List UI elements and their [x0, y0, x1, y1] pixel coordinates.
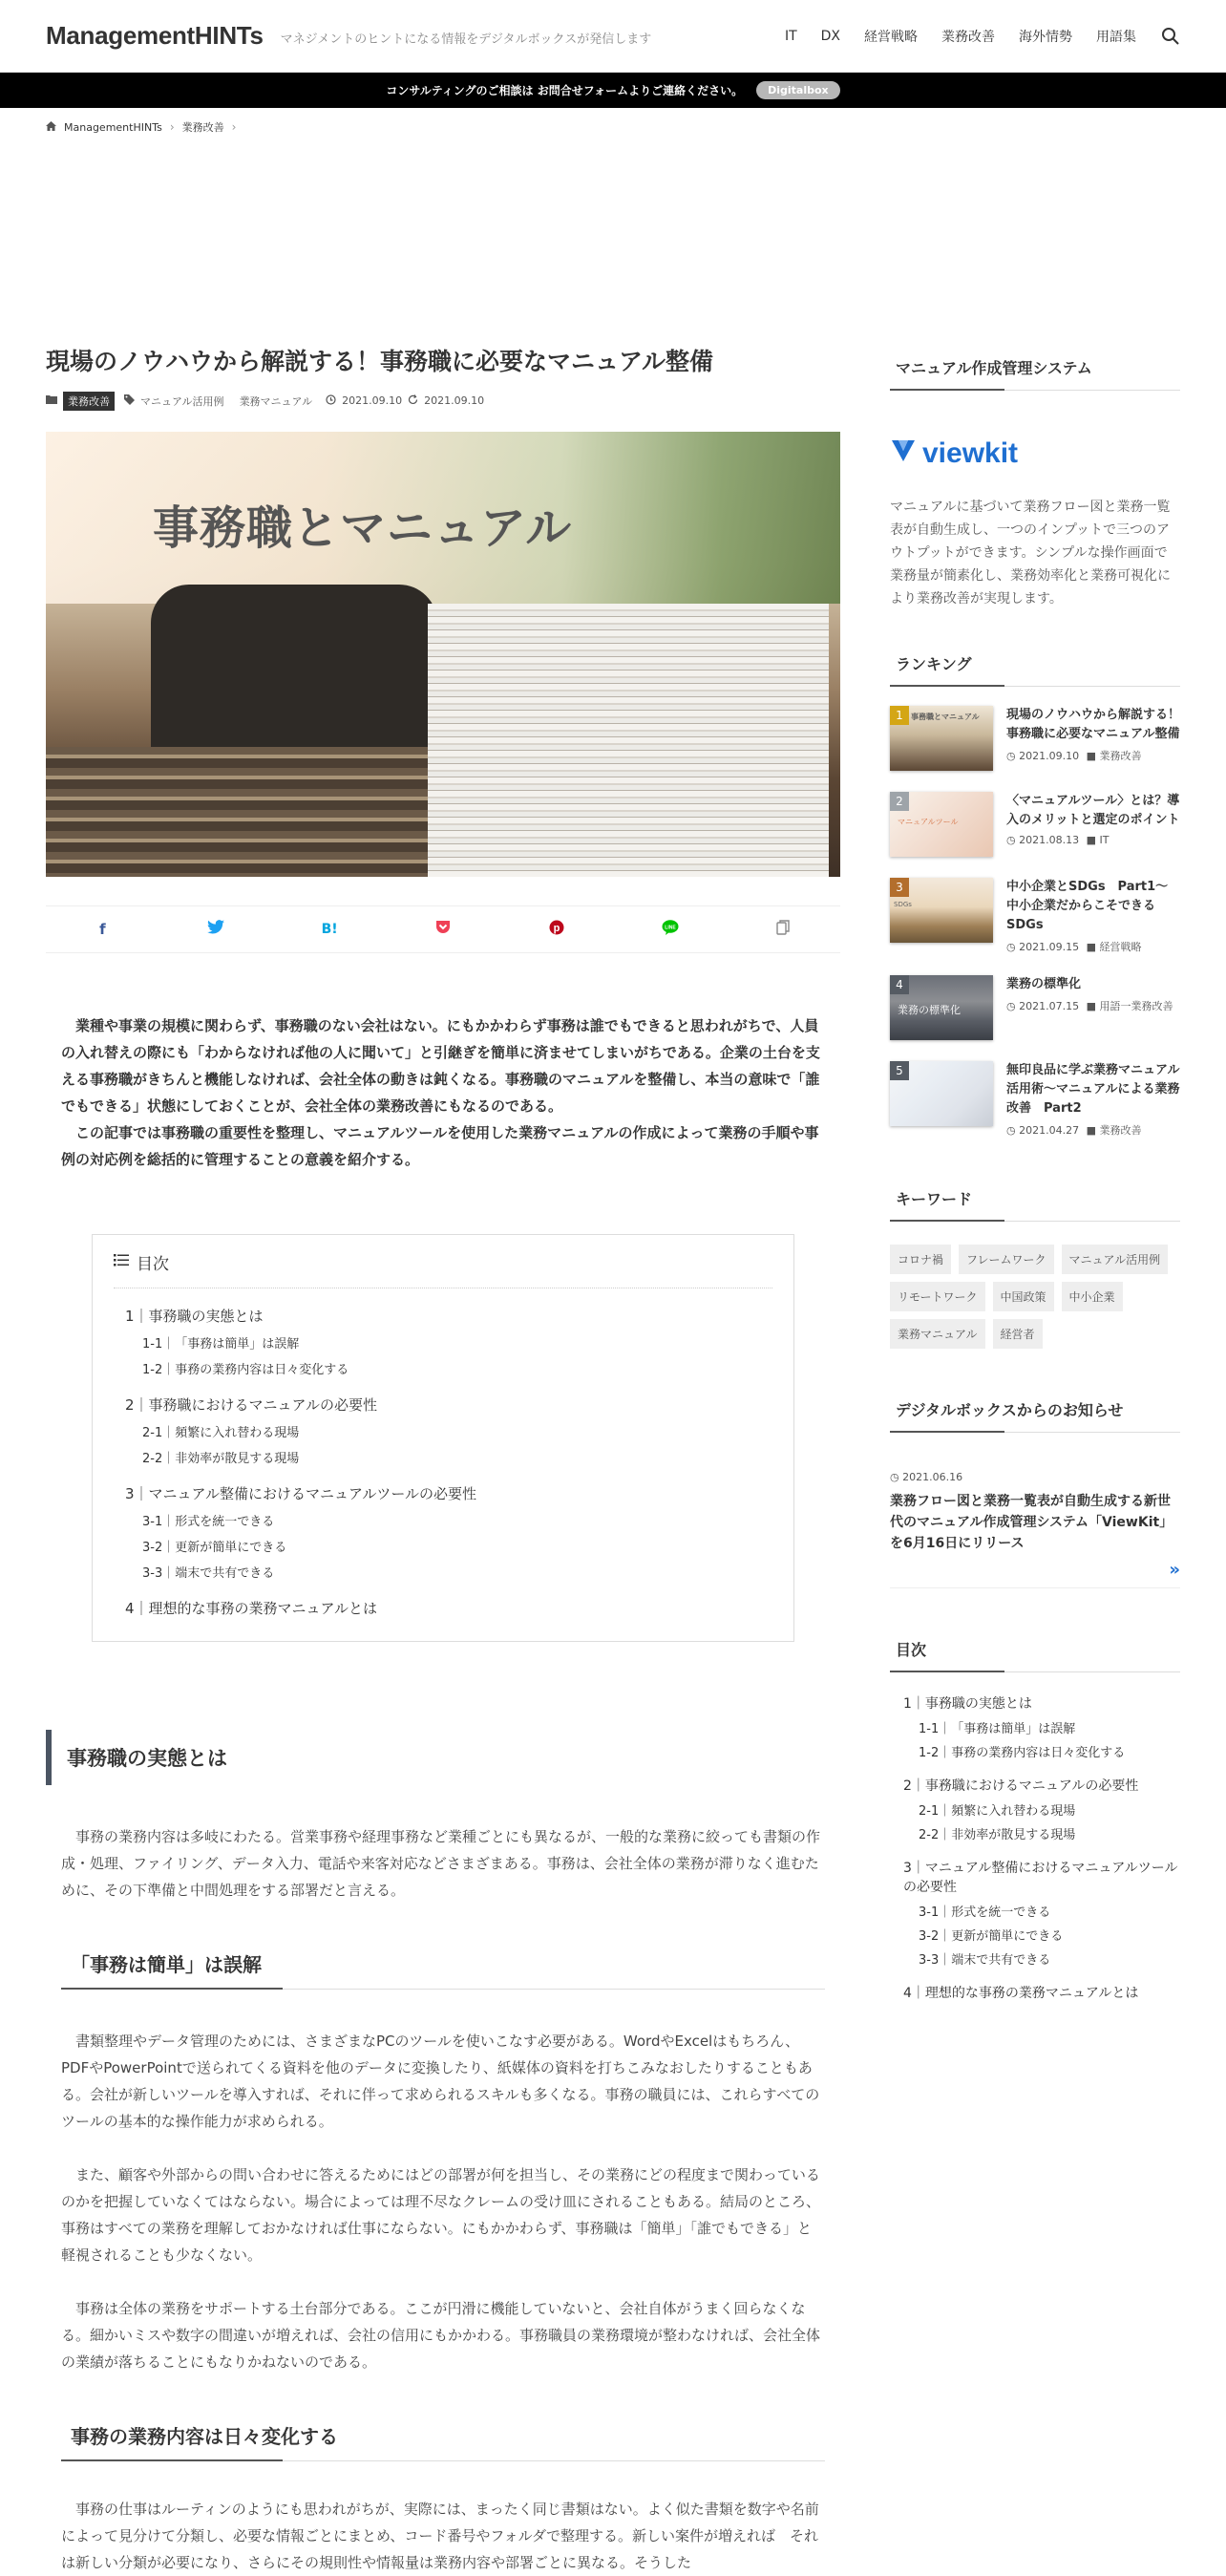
subsection-heading: 事務の業務内容は日々変化する [61, 2421, 825, 2461]
ranking-title: 〈マニュアルツール〉とは？導入のメリットと選定のポイント [1006, 794, 1180, 827]
chevron-right-icon: › [231, 120, 237, 134]
keyword-tag[interactable]: フレームワーク [959, 1245, 1054, 1274]
keyword-tag[interactable]: 経営者 [993, 1319, 1043, 1349]
clock-icon: ◷ [1006, 834, 1016, 846]
ranking-date: 2021.09.10 [1019, 750, 1080, 762]
ranking-category: 業務改善 [1099, 750, 1142, 762]
subsection-body [46, 2028, 840, 2375]
toc-subitem[interactable]: 1-2｜事務の業務内容は日々変化する [142, 1362, 349, 1377]
keyword-list [890, 1245, 1180, 1349]
notice-bar [0, 73, 1226, 108]
sidebar [890, 343, 1180, 2002]
ranking-meta [1006, 748, 1180, 763]
sidebar-toc-subitem[interactable]: 2-1｜頻繁に入れ替わる現場 [919, 1804, 1076, 1819]
clock-icon [326, 394, 336, 408]
toc-subitem[interactable]: 3-1｜形式を統一できる [142, 1514, 275, 1529]
ranking-category: 経営戦略 [1099, 941, 1142, 953]
keyword-tag[interactable]: 業務マニュアル [890, 1319, 985, 1349]
ranking-title: 現場のノウハウから解説する！事務職に必要なマニュアル整備 [1006, 708, 1181, 741]
digitalbox-button[interactable]: Digitalbox [756, 81, 840, 99]
ranking-title: 無印良品に学ぶ業務マニュアル活用術～マニュアルによる業務改善 Part2 [1006, 1063, 1180, 1116]
eyecatch-caption: 事務職とマニュアル [153, 500, 573, 555]
sidebar-toc [890, 1693, 1180, 2002]
section-heading: 事務職の実態とは [46, 1730, 840, 1785]
viewkit-logo-icon [890, 436, 917, 471]
pocket-icon[interactable] [433, 920, 453, 938]
ranking-thumbnail [890, 792, 993, 857]
ranking-badge: 2 [890, 792, 909, 811]
tag-icon [124, 394, 135, 408]
hatena-bookmark-icon[interactable]: B! [321, 921, 338, 937]
viewkit-banner[interactable] [890, 436, 1180, 471]
toc-item[interactable]: 4｜理想的な事務の業務マニュアルとは [125, 1599, 377, 1617]
ranking-category: 業務改善 [1099, 1124, 1142, 1137]
nav-item-strategy[interactable]: 経営戦略 [864, 29, 918, 45]
news-link[interactable]: 業務フロー図と業務一覧表が自動生成する新世代のマニュアル作成管理システム「ViewKit」を6月16日にリリース [890, 1494, 1173, 1551]
lead-paragraph: この記事では事務職の重要性を整理し、マニュアルツールを使用した業務マニュアルの作成によって業務の手順や事例の対応例を総括的に管理することの意義を紹介する。 [61, 1123, 819, 1168]
ranking-item[interactable] [890, 792, 1180, 857]
search-icon[interactable] [1161, 27, 1180, 46]
chevron-right-icon: › [169, 120, 175, 134]
ranking-date: 2021.09.15 [1019, 941, 1080, 953]
list-icon [114, 1252, 129, 1271]
svg-text:LINE: LINE [664, 925, 676, 930]
subsection-heading: 「事務は簡単」は誤解 [61, 1949, 825, 1990]
eyecatch-books [46, 747, 447, 877]
sidebar-toc-item[interactable]: 4｜理想的な事務の業務マニュアルとは [903, 1986, 1139, 2001]
ranking-badge: 4 [890, 975, 909, 994]
eyecatch-paper-stack [428, 604, 829, 877]
keyword-tag[interactable]: 中国政策 [993, 1282, 1054, 1311]
article [46, 343, 840, 2576]
widget-title: デジタルボックスからのお知らせ [890, 1398, 1180, 1433]
lead-paragraph: 業種や事業の規模に関わらず、事務職のない会社はない。にもかかわらず事務は誰でもできると思われがちで、人員の入れ替えの際にも「わからなければ他の人に聞いて」と引継ぎを簡単に済ませてしまいがちである。企業の土台を支える事務職がきちんと機能しなければ、会社全体の動きは鈍くなる。事務職のマニュアルを整備し、本当の意味で「誰でもできる」状態にしておくことが、会社全体の業務改善にもなるのである。 [61, 1016, 820, 1115]
toc-subitem[interactable]: 3-3｜端末で共有できる [142, 1565, 275, 1581]
toc-item[interactable]: 2｜事務職におけるマニュアルの必要性 [125, 1395, 377, 1414]
folder-icon: ■ [1086, 1124, 1096, 1137]
ranking-date: 2021.04.27 [1019, 1124, 1080, 1137]
toc-item[interactable]: 1｜事務職の実態とは [125, 1307, 264, 1325]
sidebar-toc-item[interactable]: 1｜事務職の実態とは [903, 1696, 1032, 1712]
body-paragraph: 事務は全体の業務をサポートする土台部分である。ここが円滑に機能していないと、会社自体がうまく回らなくなる。細かいミスや数字の間違いが増えれば、会社の信用にもかかわる。事務職員の業務環境が整わなければ、会社全体の業績が落ちることにもなりかねないのである。 [61, 2299, 821, 2371]
folder-icon: ■ [1086, 1000, 1096, 1012]
clock-icon: ◷ [890, 1471, 899, 1483]
clock-icon: ◷ [1006, 1000, 1016, 1012]
ranking-category: IT [1099, 834, 1110, 846]
keyword-tag[interactable]: マニュアル活用例 [1062, 1245, 1169, 1274]
article-lead [46, 1012, 840, 1173]
folder-icon: ■ [1086, 750, 1096, 762]
sidebar-toc-subitem[interactable]: 2-2｜非効率が散見する現場 [919, 1828, 1076, 1842]
toc-header[interactable] [114, 1250, 772, 1288]
ranking-title: 業務の標準化 [1006, 977, 1082, 991]
nav-item-glossary[interactable]: 用語集 [1096, 29, 1136, 45]
notice-text: コンサルティングのご相談は お問合せフォームよりご連絡ください。 [386, 84, 744, 97]
toc-subitem[interactable]: 2-1｜頻繁に入れ替わる現場 [142, 1425, 300, 1440]
site-logo[interactable]: ManagementHINTs [46, 21, 264, 50]
toc-item[interactable]: 3｜マニュアル整備におけるマニュアルツールの必要性 [125, 1484, 477, 1502]
widget-title: キーワード [890, 1187, 1180, 1222]
ranking-meta [1006, 1122, 1180, 1138]
ranking-thumbnail-caption: 事務職とマニュアル [911, 713, 980, 721]
subsection-body [46, 2496, 840, 2576]
clock-icon: ◷ [1006, 941, 1016, 953]
ranking-item[interactable] [890, 878, 1180, 954]
folder-icon: ■ [1086, 834, 1096, 846]
body-paragraph: 事務の仕事はルーティンのようにも思われがちが、実際には、まったく同じ書類はない。よく似た書類を数字や名前によって見分けて分類し、必要な情報ごとにまとめ、コード番号やフォルダで整理する。新しい案件が増えれば それは新しい分類が必要になり、さらにその規則性や情報量は業務内容や部署ごとに異なる。そうした [61, 2500, 819, 2571]
breadcrumb [0, 108, 1226, 146]
nav-item-overseas[interactable]: 海外情勢 [1019, 29, 1072, 45]
ranking-thumbnail [890, 975, 993, 1040]
nav-item-dx[interactable]: DX [820, 28, 840, 44]
line-icon[interactable] [661, 920, 680, 939]
ranking-item[interactable] [890, 1061, 1180, 1138]
article-tag[interactable]: マニュアル活用例 [140, 394, 224, 408]
body-paragraph: 事務の業務内容は多岐にわたる。営業事務や経理事務など業種ごとにも異なるが、一般的な業務に絞っても書類の作成・処理、ファイリング、データ入力、電話や来客対応などさまざまある。事務は、会社全体の業務が滞りなく進むために、その下準備と中間処理をする部署だと言える。 [61, 1827, 821, 1899]
category-badge[interactable]: 業務改善 [63, 392, 115, 411]
sidebar-toc-subitem[interactable]: 3-1｜形式を統一できる [919, 1905, 1051, 1920]
eyecatch-image [46, 432, 840, 877]
keyword-tag[interactable]: リモートワーク [890, 1282, 985, 1311]
ranking-meta [1006, 939, 1180, 954]
viewkit-logo-text: viewkit [922, 437, 1019, 469]
ranking-thumbnail-caption: マニュアルツール [898, 818, 959, 826]
site-header [0, 0, 1226, 73]
breadcrumb-home[interactable]: ManagementHINTs [64, 120, 162, 134]
ranking-date: 2021.07.15 [1019, 1000, 1080, 1012]
ranking-badge: 3 [890, 878, 909, 897]
keyword-tag[interactable]: コロナ禍 [890, 1245, 951, 1274]
folder-icon: ■ [1086, 941, 1096, 953]
widget-title: マニュアル作成管理システム [890, 356, 1180, 391]
widget-title: 目次 [890, 1638, 1180, 1672]
body-paragraph: 書類整理やデータ管理のためには、さまざまなPCのツールを使いこなす必要がある。WordやExcelはもちろん、PDFやPowerPointで送られてくる資料を他のデータに変換したり、紙媒体の資料を打ちこみなおしたりすることもある。会社が新しいツールを導入すれば、それに伴って求められるスキルも多くなる。事務の職員には、これらすべてのツールの基本的な操作能力が求められる。 [61, 2032, 820, 2130]
ranking-badge: 5 [890, 1061, 909, 1080]
nav-item-improvement[interactable]: 業務改善 [941, 29, 995, 45]
news-meta [890, 1471, 1180, 1483]
ranking-date: 2021.08.13 [1019, 834, 1080, 846]
body-paragraph: また、顧客や外部からの問い合わせに答えるためにはどの部署が何を担当し、その業務にどの程度まで関わっているのかを把握していなくてはならない。場合によっては理不尽なクレームの受け皿にされることもある。結局のところ、事務はすべての業務を理解しておかなければ仕事にならない。にもかかわらず、事務職は「簡単」「誰でもできる」と軽視されることも少なくない。 [61, 2165, 821, 2264]
toc-title: 目次 [137, 1254, 169, 1274]
refresh-icon [408, 394, 418, 408]
article-meta [46, 392, 840, 411]
sidebar-toc-item[interactable]: 3｜マニュアル整備におけるマニュアルツールの必要性 [903, 1861, 1178, 1895]
site-tagline: マネジメントのヒントになる情報をデジタルボックスが発信します [280, 32, 652, 47]
sidebar-toc-subitem[interactable]: 1-2｜事務の業務内容は日々変化する [919, 1746, 1126, 1760]
updated-date: 2021.09.10 [424, 394, 485, 407]
article-title: 現場のノウハウから解説する！事務職に必要なマニュアル整備 [46, 348, 714, 375]
clock-icon: ◷ [1006, 1124, 1016, 1137]
toc-subitem[interactable]: 1-1｜「事務は簡単」は誤解 [142, 1336, 300, 1352]
ranking-thumbnail-caption: 業務の標準化 [898, 1004, 961, 1016]
section-body [46, 1823, 840, 1904]
ranking-badge: 1 [890, 706, 909, 725]
twitter-icon[interactable] [206, 920, 225, 938]
pinterest-icon[interactable] [547, 920, 566, 939]
ranking-thumbnail-caption: SDGs [894, 901, 912, 908]
published-date: 2021.09.10 [342, 394, 403, 407]
sidebar-toc-subitem[interactable]: 3-3｜端末で共有できる [919, 1953, 1051, 1968]
ranking-thumbnail [890, 878, 993, 943]
share-buttons [46, 905, 840, 953]
sidebar-toc-subitem[interactable]: 3-2｜更新が簡単にできる [919, 1929, 1064, 1944]
facebook-icon[interactable]: f [99, 920, 106, 938]
ranking-title: 中小企業とSDGs Part1～中小企業だからこそできるSDGs [1006, 880, 1169, 932]
ranking-meta [1006, 834, 1180, 846]
ranking-category: 用語一業務改善 [1099, 1000, 1173, 1012]
sidebar-toc-subitem[interactable]: 1-1｜「事務は簡単」は誤解 [919, 1722, 1076, 1736]
toc-subitem[interactable]: 3-2｜更新が簡単にできる [142, 1540, 287, 1555]
ranking-thumbnail [890, 706, 993, 771]
ranking-item[interactable] [890, 706, 1180, 771]
sidebar-toc-item[interactable]: 2｜事務職におけるマニュアルの必要性 [903, 1778, 1139, 1794]
clock-icon: ◷ [1006, 750, 1016, 762]
ranking-meta [1006, 998, 1173, 1013]
keyword-tag[interactable]: 中小企業 [1062, 1282, 1123, 1311]
home-icon [46, 121, 56, 134]
widget-title: ランキング [890, 652, 1180, 687]
table-of-contents [92, 1234, 794, 1642]
ranking-thumbnail [890, 1061, 993, 1126]
ranking-item[interactable] [890, 975, 1180, 1040]
toc-subitem[interactable]: 2-2｜非効率が散見する現場 [142, 1451, 300, 1466]
breadcrumb-category[interactable]: 業務改善 [181, 121, 224, 134]
global-nav [761, 27, 1180, 46]
article-tag[interactable]: 業務マニュアル [239, 394, 313, 408]
copy-link-icon[interactable] [773, 920, 793, 939]
folder-icon [46, 394, 57, 407]
double-chevron-right-icon[interactable]: » [890, 1560, 1180, 1588]
viewkit-description: マニュアルに基づいて業務フロー図と業務一覧表が自動生成し、一つのインプットで三つのアウトプットができます。シンプルな操作画面で業務量が簡素化し、業務効率化と業務可視化により業務改善が実現します。 [890, 500, 1171, 607]
svg-text:p: p [553, 922, 560, 934]
nav-item-it[interactable]: IT [784, 28, 797, 44]
news-date: 2021.06.16 [902, 1471, 963, 1483]
